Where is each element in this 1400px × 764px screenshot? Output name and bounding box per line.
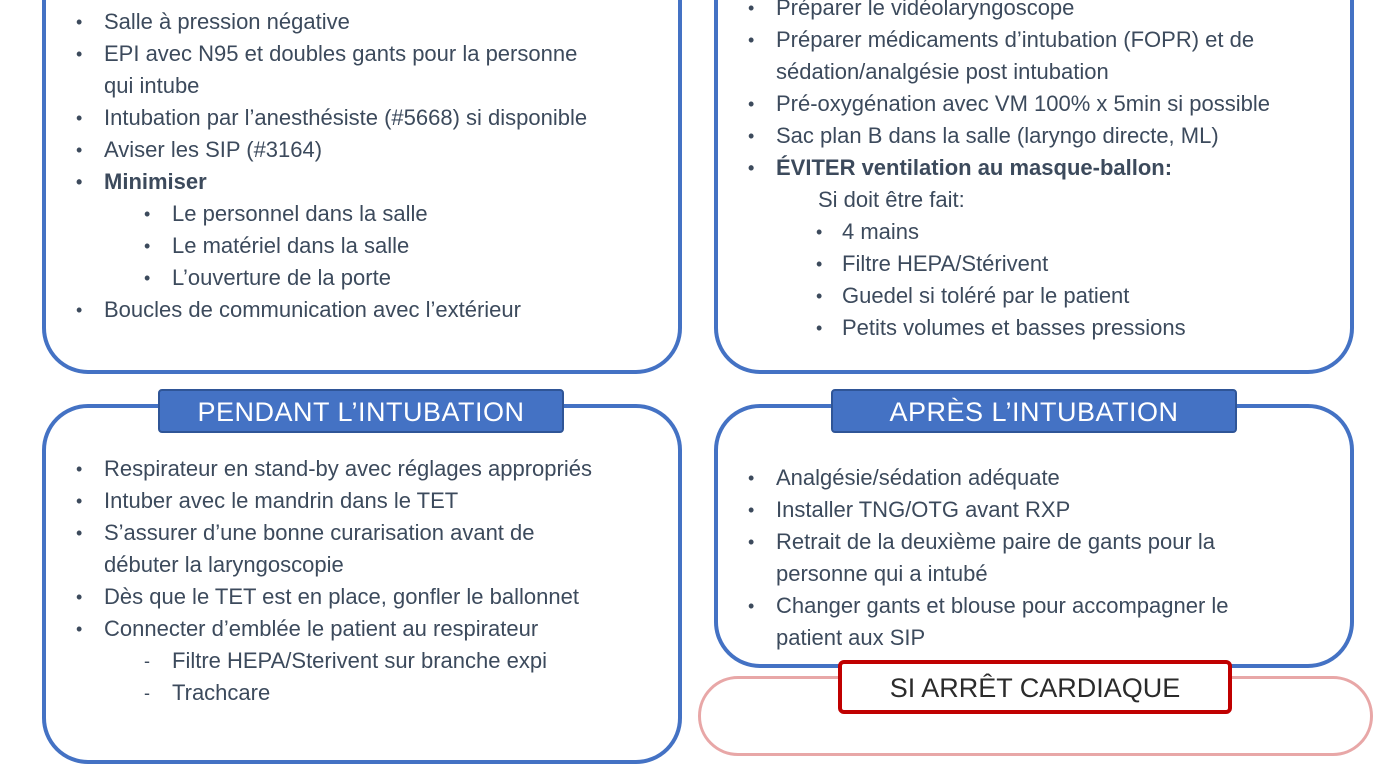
- list-item: • S’assurer d’une bonne curarisation avant de: [42, 517, 592, 549]
- list-item: • Dès que le TET est en place, gonfler le ballonnet: [42, 581, 592, 613]
- list-item: • Aviser les SIP (#3164): [42, 134, 587, 166]
- cardiac-arrest-title: SI ARRÊT CARDIAQUE: [838, 660, 1232, 714]
- list-item: • Pré-oxygénation avec VM 100% x 5min si possible: [714, 88, 1270, 120]
- sub-list-item: • Filtre HEPA/Stérivent: [714, 248, 1270, 280]
- list-item: • Salle à pression négative: [42, 6, 587, 38]
- sub-list-item: - Trachcare: [42, 677, 592, 709]
- sub-list-item: • Petits volumes et basses pressions: [714, 312, 1270, 344]
- list-item-text: qui intube: [104, 73, 200, 98]
- during-intubation-title: PENDANT L’INTUBATION: [158, 389, 564, 433]
- list-item-text: patient aux SIP: [776, 625, 926, 650]
- sub-list-item: • L’ouverture de la porte: [42, 262, 587, 294]
- list-item: • Connecter d’emblée le patient au respirateur: [42, 613, 592, 645]
- list-item: • Changer gants et blouse pour accompagner le: [714, 590, 1229, 622]
- before-intubation-right-list: [714, 0, 1270, 344]
- list-item-text: débuter la laryngoscopie: [104, 552, 344, 577]
- list-item-continuation: [714, 558, 1229, 590]
- after-intubation-title: APRÈS L’INTUBATION: [831, 389, 1237, 433]
- list-item: • Retrait de la deuxième paire de gants pour la: [714, 526, 1229, 558]
- sub-list-item: • Guedel si toléré par le patient: [714, 280, 1270, 312]
- after-intubation-list: [714, 462, 1229, 654]
- list-item-continuation: [42, 549, 592, 581]
- list-item: • EPI avec N95 et doubles gants pour la personne: [42, 38, 587, 70]
- list-item: • Intuber avec le mandrin dans le TET: [42, 485, 592, 517]
- list-item-continuation: [714, 56, 1270, 88]
- sub-list-item: • Le matériel dans la salle: [42, 230, 587, 262]
- list-item: • Minimiser: [42, 166, 587, 198]
- list-item: • Préparer le vidéolaryngoscope: [714, 0, 1270, 24]
- list-item: • Analgésie/sédation adéquate: [714, 462, 1229, 494]
- list-item: • Boucles de communication avec l’extérieur: [42, 294, 587, 326]
- list-item: • Intubation par l’anesthésiste (#5668) si disponible: [42, 102, 587, 134]
- list-item-continuation: [714, 622, 1229, 654]
- list-item: • Sac plan B dans la salle (laryngo directe, ML): [714, 120, 1270, 152]
- list-item-continuation: [42, 70, 587, 102]
- list-item: • Respirateur en stand-by avec réglages appropriés: [42, 453, 592, 485]
- list-item-text: sédation/analgésie post intubation: [776, 59, 1109, 84]
- sub-list-item: • Le personnel dans la salle: [42, 198, 587, 230]
- list-note: Si doit être fait:: [818, 187, 965, 212]
- list-item: • Installer TNG/OTG avant RXP: [714, 494, 1229, 526]
- during-intubation-list: [42, 453, 592, 709]
- sub-list-item: • 4 mains: [714, 216, 1270, 248]
- list-item: • ÉVITER ventilation au masque-ballon:: [714, 152, 1270, 184]
- list-item: • Préparer médicaments d’intubation (FOPR) et de: [714, 24, 1270, 56]
- sub-list-item: - Filtre HEPA/Sterivent sur branche expi: [42, 645, 592, 677]
- list-item-text: personne qui a intubé: [776, 561, 988, 586]
- before-intubation-left-list: [42, 6, 587, 326]
